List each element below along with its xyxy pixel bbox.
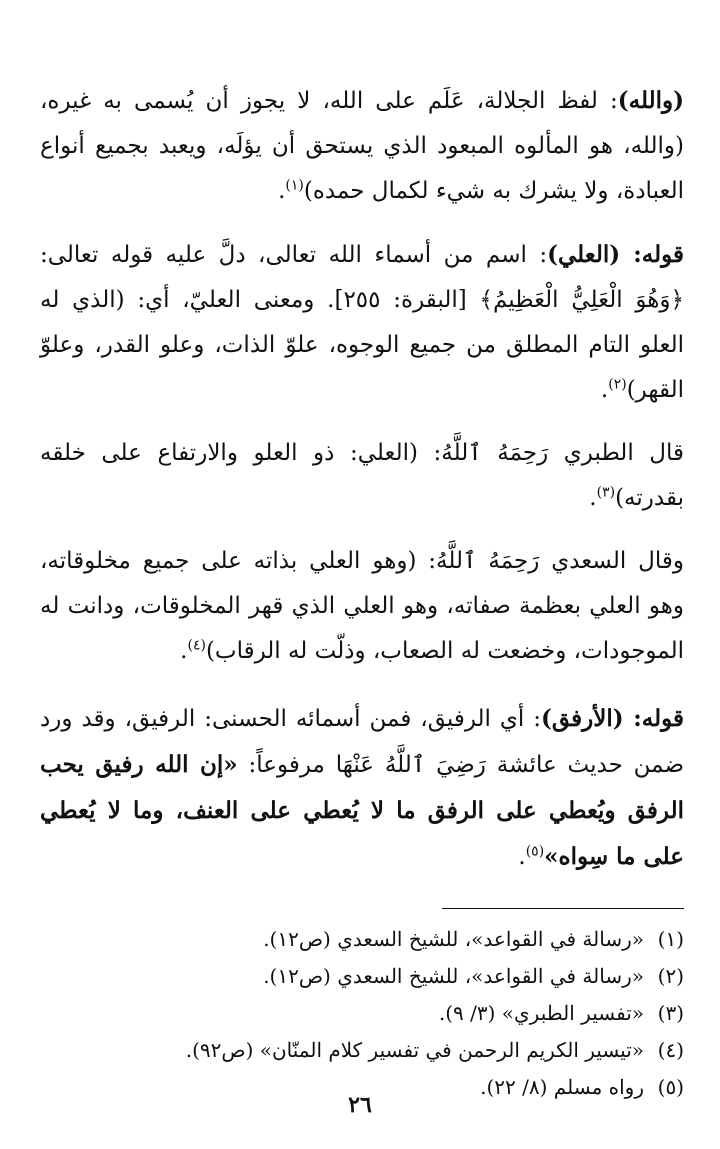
footnote-divider [442,908,684,909]
footnote-ref: (٢) [608,376,627,393]
paragraph-text: : أي الرفيق، فمن أسمائه الحسنى: الرفيق، وقد ورد ضمن حديث عائشة رَضِيَ ٱللَّهُ عَنْهَا مرفوعاً: [40,706,685,778]
paragraph-end: . [600,377,609,403]
paragraph-saadi [40,539,684,674]
footnote-number: (٥) [657,1075,684,1099]
paragraph-al-arfaq [40,696,684,880]
term-heading: قوله: (الأرفق) [541,705,684,732]
footnote-number: (٤) [657,1038,684,1062]
paragraph-end: . [180,638,188,664]
footnote-text: «تفسير الطبري» (٣/ ٩). [438,1001,644,1025]
paragraph-allah [40,78,684,214]
term-heading: قوله: (العلي) [547,241,684,268]
paragraph-text: : اسم من أسماء الله تعالى، دلَّ عليه قوله تعالى: ﴿وَهُوَ الْعَلِيُّ الْعَظِيمُ﴾ [البقرة: ٢٥٥]. ومعنى العليّ، أي: (الذي له العلو التام المطلق من جميع الوجوه، علوّ الذات، وعلو القدر، وعلوّ القهر) [40,242,684,403]
footnote-ref: (١) [285,177,304,194]
footnote-ref: (٥) [525,843,545,860]
paragraph-end: . [589,485,597,511]
footnote-ref: (٣) [596,484,616,501]
paragraph-text: وقال السعدي رَحِمَهُ ٱللَّهُ: (وهو العلي بذاته على جميع مخلوقاته، وهو العلي بعظمة صفاته، وهو العلي الذي قهر المخلوقات، ودانت له الموجودات، وخضعت له الصعاب، وذلّت له الرقاب) [40,548,684,664]
footnote-number: (٣) [657,1001,684,1025]
footnote-text: «رسالة في القواعد»، للشيخ السعدي (ص١٢). [263,964,644,988]
page-number: ٢٦ [348,1092,372,1118]
footnote-item [40,1032,684,1069]
paragraph-tabari [40,431,684,521]
term-heading: (والله) [617,87,684,114]
footnote-text: «رسالة في القواعد»، للشيخ السعدي (ص١٢). [263,927,644,951]
footnotes [40,921,684,1106]
paragraph-end: . [278,178,286,204]
footnote-item [40,921,684,958]
footnote-ref: (٤) [187,637,206,654]
paragraph-end: . [518,844,526,870]
footnote-item [40,995,684,1032]
paragraph-al-ali [40,232,684,413]
footnote-number: (١) [657,927,684,951]
hadith-quote: «إن الله رفيق يحب الرفق ويُعطي على الرفق ما لا يُعطي على العنف، وما لا يُعطي على ما سِواه» [40,751,685,870]
footnote-number: (٢) [657,964,684,988]
footnote-text: «تيسير الكريم الرحمن في تفسير كلام المنّان» (ص٩٢). [185,1038,644,1062]
footnote-item [40,958,684,995]
footnote-text: رواه مسلم (٨/ ٢٢). [480,1075,644,1099]
paragraph-text: : لفظ الجلالة، عَلَم على الله، لا يجوز أن يُسمى به غيره، (والله، هو المألوه المبعود الذي يستحق أن يؤلَه، ويعبد بجميع أنواع العبادة، ولا يشرك به شيء لكمال حمده) [40,88,684,204]
paragraph-text: قال الطبري رَحِمَهُ ٱللَّهُ: (العلي: ذو العلو والارتفاع على خلقه بقدرته) [40,440,684,511]
